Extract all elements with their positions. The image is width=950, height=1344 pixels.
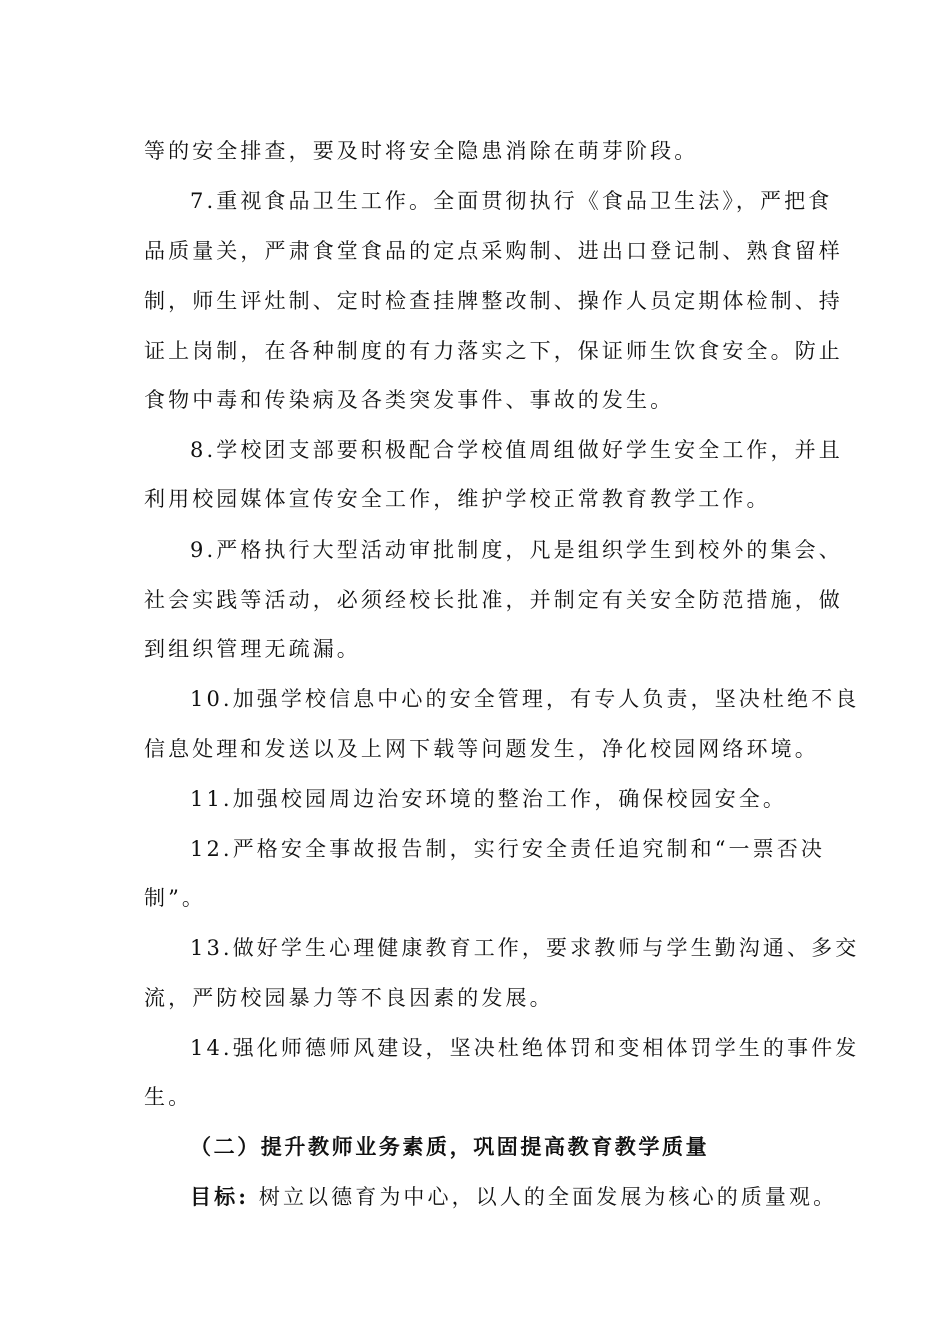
paragraph-line: 11.加强校园周边治安环境的整治工作，确保校园安全。: [190, 787, 787, 811]
goal-label: 目标:: [190, 1184, 250, 1209]
paragraph-line: 12.严格安全事故报告制，实行安全责任追究制和“一票否决: [190, 837, 825, 861]
paragraph-line: 14.强化师德师风建设，坚决杜绝体罚和变相体罚学生的事件发: [190, 1036, 860, 1060]
paragraph-line: 制”。: [144, 886, 207, 910]
paragraph-line: 生。: [144, 1085, 193, 1109]
goal-line: [190, 1182, 838, 1212]
paragraph-line: 品质量关，严肃食堂食品的定点采购制、进出口登记制、熟食留样: [144, 239, 843, 263]
paragraph-line: 信息处理和发送以及上网下载等问题发生，净化校园网络环境。: [144, 737, 819, 761]
paragraph-line: 到组织管理无疏漏。: [144, 637, 361, 661]
paragraph-line: 8.学校团支部要积极配合学校值周组做好学生安全工作，并且: [190, 438, 843, 462]
paragraph-line: 10.加强学校信息中心的安全管理，有专人负责，坚决杜绝不良: [190, 687, 860, 711]
paragraph-line: 9.严格执行大型活动审批制度，凡是组织学生到校外的集会、: [190, 538, 843, 562]
goal-text: 树立以德育为中心，以人的全面发展为核心的质量观。: [249, 1185, 838, 1209]
paragraph-line: 7.重视食品卫生工作。全面贯彻执行《食品卫生法》，严把食: [190, 189, 833, 213]
paragraph-line: 制，师生评灶制、定时检查挂牌整改制、操作人员定期体检制、持: [144, 289, 843, 313]
paragraph-line: 流，严防校园暴力等不良因素的发展。: [144, 986, 554, 1010]
paragraph-line: 社会实践等活动，必须经校长批准，并制定有关安全防范措施，做: [144, 588, 843, 612]
paragraph-line: 等的安全排查，要及时将安全隐患消除在萌芽阶段。: [144, 139, 699, 163]
paragraph-line: 食物中毒和传染病及各类突发事件、事故的发生。: [144, 388, 675, 412]
paragraph-line: 利用校园媒体宣传安全工作，维护学校正常教育教学工作。: [144, 487, 771, 511]
paragraph-line: 13.做好学生心理健康教育工作，要求教师与学生勤沟通、多交: [190, 936, 860, 960]
section-heading: （二）提升教师业务素质，巩固提高教育教学质量: [190, 1134, 710, 1159]
paragraph-line: 证上岗制，在各种制度的有力落实之下，保证师生饮食安全。防止: [144, 339, 843, 363]
